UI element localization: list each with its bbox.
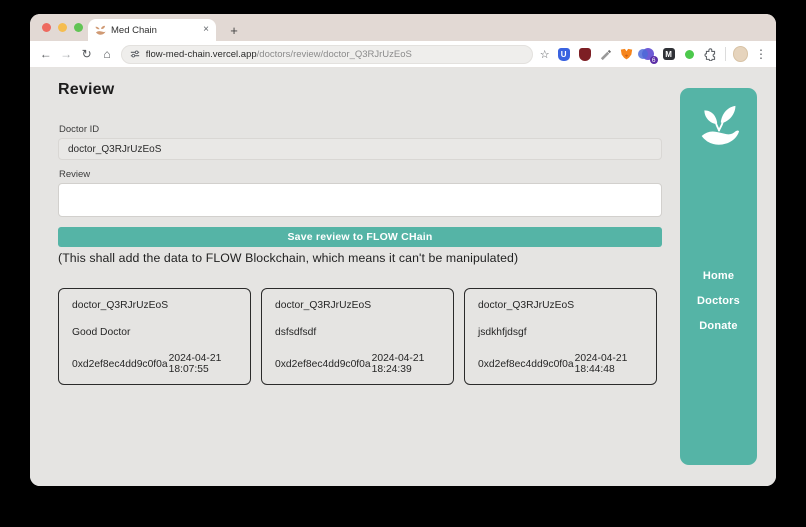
card-review-text: dsfsdfsdf [275, 326, 317, 338]
card-time: 18:24:39 [371, 364, 412, 375]
sidebar-item-doctors[interactable]: Doctors [697, 295, 740, 307]
save-review-button[interactable]: Save review to FLOW CHain [58, 227, 662, 247]
card-time: 18:07:55 [168, 364, 209, 375]
extension-wallet-icon[interactable] [641, 47, 656, 64]
card-meta-row [275, 353, 440, 375]
traffic-lights [42, 23, 83, 32]
browser-tab-med-chain[interactable] [88, 19, 216, 41]
extension-metamask-icon[interactable] [620, 47, 634, 61]
card-datetime [575, 353, 628, 375]
page-content [30, 68, 776, 486]
card-meta-row [72, 353, 237, 375]
review-cards [58, 288, 657, 385]
hand-plant-logo-icon [697, 104, 741, 146]
address-bar[interactable] [121, 45, 533, 64]
card-datetime [372, 353, 425, 375]
zoom-window-button[interactable] [74, 23, 83, 32]
page-title: Review [58, 81, 115, 98]
minimize-window-button[interactable] [58, 23, 67, 32]
card-review-text: jsdkhfjdsgf [478, 326, 527, 338]
url-domain: flow-med-chain.vercel.app [145, 48, 257, 60]
card-date: 2024-04-21 [574, 353, 628, 364]
profile-avatar[interactable] [733, 46, 748, 62]
medchain-favicon-icon [95, 25, 106, 36]
extension-ublock-icon[interactable]: U [557, 47, 571, 61]
card-address: 0xd2ef8ec4dd9c0f0a [72, 358, 168, 370]
url-path: /doctors/review/doctor_Q3RJrUzEoS [256, 48, 412, 60]
tab-bar [30, 14, 776, 41]
review-card [58, 288, 251, 385]
tab-title: Med Chain [111, 24, 157, 36]
card-date: 2024-04-21 [371, 353, 425, 364]
review-label: Review [59, 169, 91, 180]
card-date: 2024-04-21 [168, 353, 222, 364]
extension-shield-icon[interactable] [578, 47, 592, 61]
review-input[interactable] [58, 183, 662, 217]
review-card [261, 288, 454, 385]
browser-window [30, 14, 776, 486]
card-doctor-id: doctor_Q3RJrUzEoS [275, 300, 372, 311]
browser-toolbar [30, 41, 776, 68]
toolbar-divider [725, 47, 726, 61]
url-text [146, 49, 412, 60]
close-window-button[interactable] [42, 23, 51, 32]
sidebar [680, 88, 757, 465]
doctor-id-label: Doctor ID [59, 124, 100, 135]
review-card [464, 288, 657, 385]
sidebar-item-donate[interactable]: Donate [699, 320, 738, 332]
browser-menu-icon[interactable]: ⋮ [755, 47, 768, 61]
sidebar-item-home[interactable]: Home [702, 270, 735, 282]
new-tab-button[interactable]: + [230, 22, 238, 38]
back-icon[interactable]: ← [39, 47, 52, 61]
card-review-text: Good Doctor [72, 326, 131, 338]
tab-close-icon[interactable]: × [203, 24, 209, 35]
card-address: 0xd2ef8ec4dd9c0f0a [275, 358, 371, 370]
reload-icon[interactable]: ↻ [81, 47, 92, 61]
site-settings-icon[interactable] [130, 49, 140, 59]
extension-badge: 6 [650, 56, 658, 64]
forward-icon[interactable]: → [60, 47, 73, 61]
card-time: 18:44:48 [574, 364, 615, 375]
card-datetime [169, 353, 222, 375]
extensions-puzzle-icon[interactable] [704, 47, 718, 61]
extension-status-dot-icon[interactable] [683, 47, 697, 61]
card-meta-row [478, 353, 643, 375]
sidebar-nav [680, 264, 757, 339]
card-address: 0xd2ef8ec4dd9c0f0a [478, 358, 574, 370]
card-doctor-id: doctor_Q3RJrUzEoS [72, 300, 169, 311]
doctor-id-input[interactable] [58, 138, 662, 160]
bookmark-star-icon[interactable]: ☆ [539, 48, 550, 61]
blockchain-note: (This shall add the data to FLOW Blockchain, which means it can't be manipulated) [58, 251, 519, 265]
card-doctor-id: doctor_Q3RJrUzEoS [478, 300, 575, 311]
extension-m-icon[interactable]: M [662, 47, 676, 61]
home-icon[interactable]: ⌂ [103, 47, 111, 61]
extension-pen-icon[interactable] [599, 47, 613, 61]
